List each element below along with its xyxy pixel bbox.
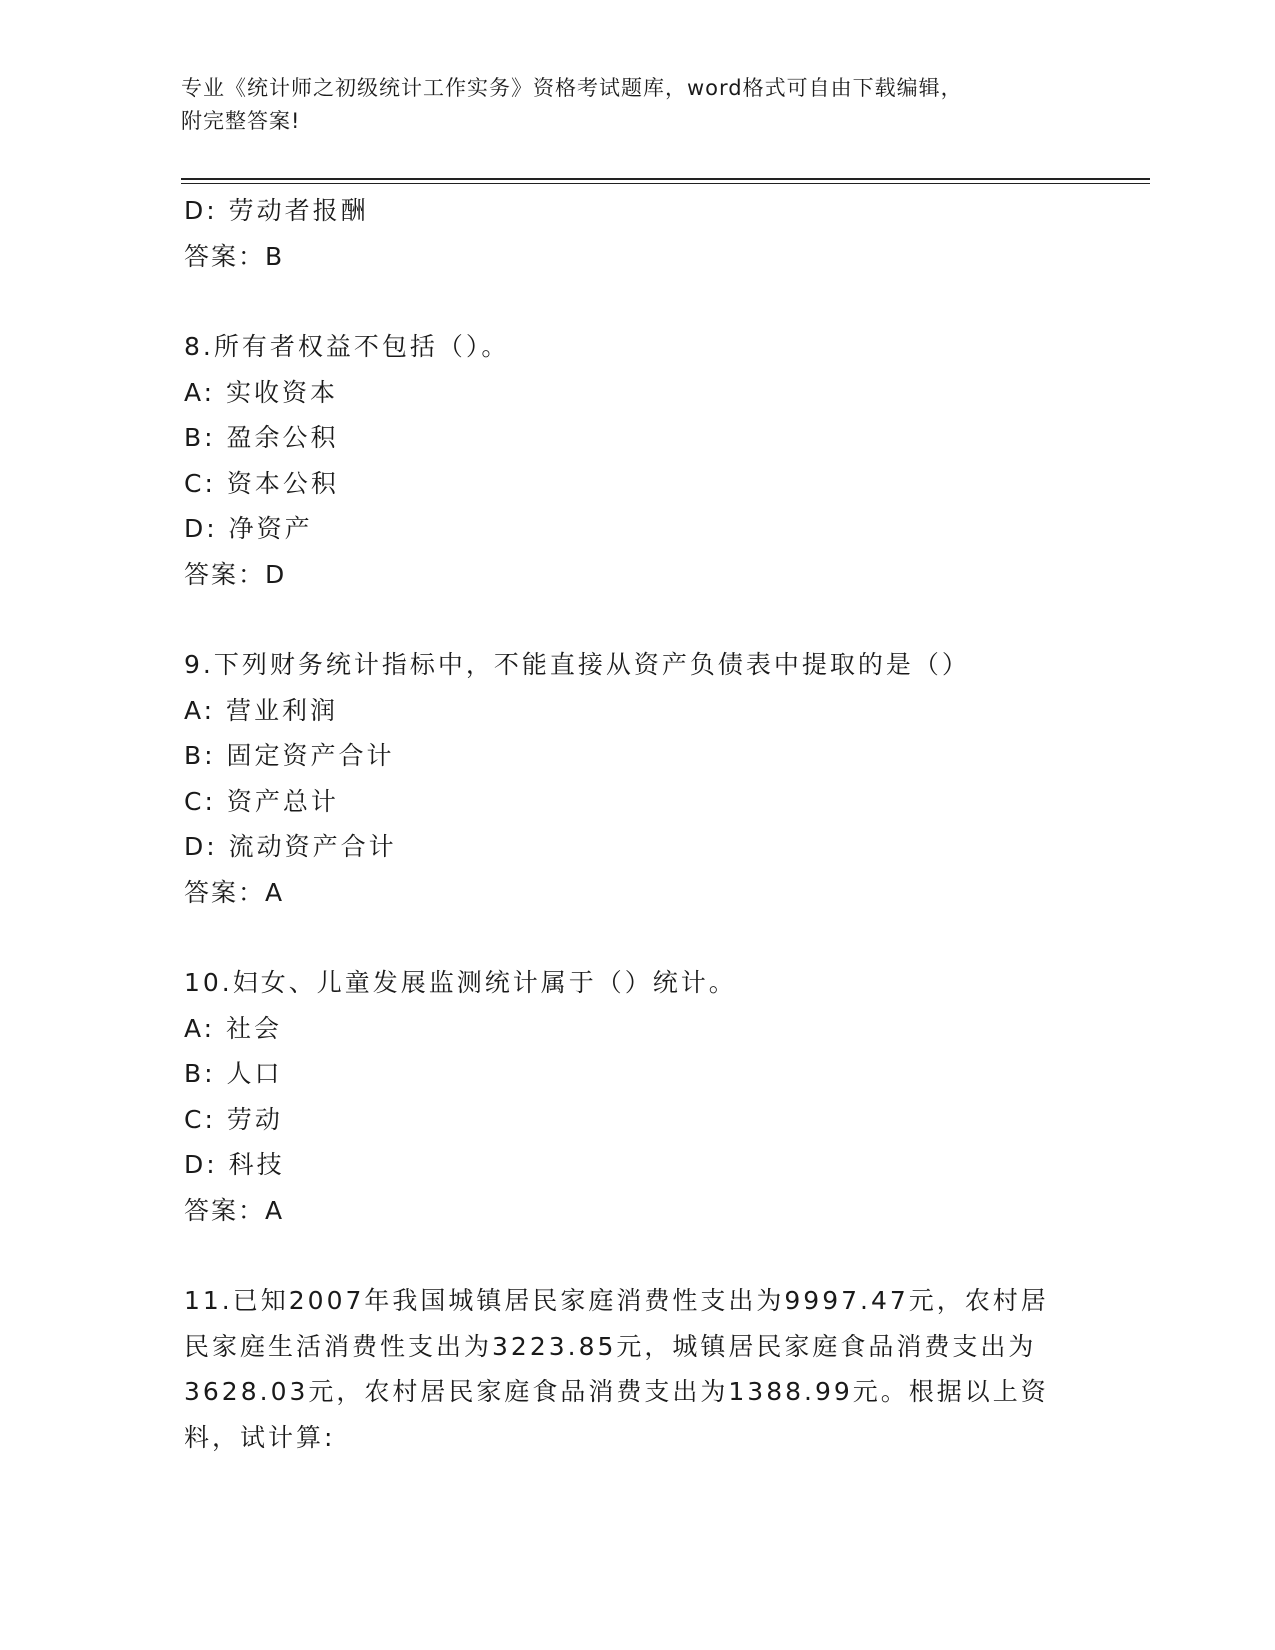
header-line-2: 附完整答案! <box>181 109 301 133</box>
option-c: C: 资产总计 <box>184 786 339 816</box>
question-9 <box>184 642 1084 915</box>
header-divider-thick <box>181 178 1150 180</box>
question-11 <box>184 1278 1084 1460</box>
option-a: A: 社会 <box>184 1013 283 1043</box>
spacer <box>184 1233 1084 1278</box>
header-line-1: 专业《统计师之初级统计工作实务》资格考试题库，word格式可自由下载编辑， <box>181 76 963 100</box>
answer: 答案：D <box>184 559 287 589</box>
question-10 <box>184 960 1084 1233</box>
option-b: B: 人口 <box>184 1059 283 1088</box>
option-c: C: 资本公积 <box>184 468 339 498</box>
option-d: D: 流动资产合计 <box>184 832 397 861</box>
question-content <box>184 188 1084 1460</box>
question-11-line-4: 料，试计算: <box>184 1422 336 1452</box>
question-stem: 10.妇女、儿童发展监测统计属于（）统计。 <box>184 968 737 997</box>
question-8 <box>184 324 1084 597</box>
question-stem: 8.所有者权益不包括（）。 <box>184 332 510 361</box>
answer: 答案：A <box>184 877 285 907</box>
question-stem: 9.下列财务统计指标中，不能直接从资产负债表中提取的是（） <box>184 650 970 679</box>
spacer <box>184 915 1084 960</box>
question-11-line-1: 11.已知2007年我国城镇居民家庭消费性支出为9997.47元，农村居 <box>184 1286 1049 1315</box>
option-d: D: 科技 <box>184 1150 285 1179</box>
previous-question-tail <box>184 188 1084 279</box>
option-b: B: 固定资产合计 <box>184 741 395 770</box>
question-11-line-2: 民家庭生活消费性支出为3223.85元，城镇居民家庭食品消费支出为 <box>184 1331 1037 1361</box>
answer: 答案：B <box>184 241 285 271</box>
option-d: D: 劳动者报酬 <box>184 196 369 225</box>
spacer <box>184 597 1084 642</box>
option-d: D: 净资产 <box>184 514 313 543</box>
option-a: A: 实收资本 <box>184 377 339 407</box>
question-11-line-3: 3628.03元，农村居民家庭食品消费支出为1388.99元。根据以上资 <box>184 1377 1049 1406</box>
option-b: B: 盈余公积 <box>184 423 339 452</box>
option-c: C: 劳动 <box>184 1104 283 1134</box>
answer: 答案：A <box>184 1195 285 1225</box>
option-a: A: 营业利润 <box>184 695 339 725</box>
document-header <box>181 72 1081 138</box>
spacer <box>184 279 1084 324</box>
header-divider-thin <box>181 183 1150 184</box>
